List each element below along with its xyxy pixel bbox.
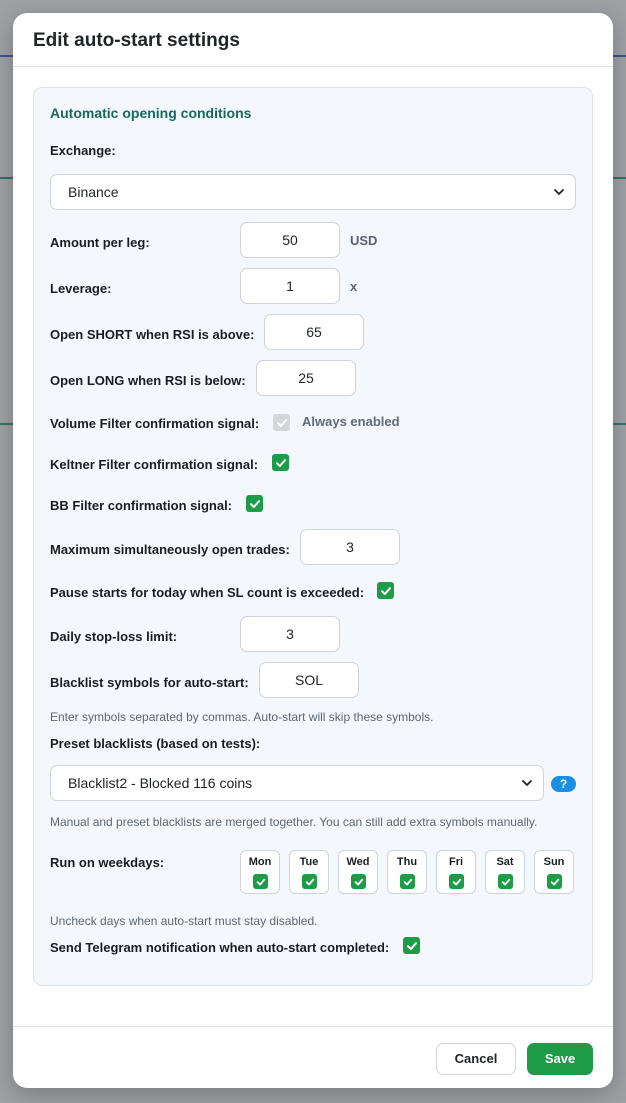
bb-filter-checkbox[interactable]: [246, 495, 263, 512]
open-long-label: Open LONG when RSI is below:: [50, 373, 246, 388]
check-icon: [354, 877, 364, 887]
save-button[interactable]: Save: [527, 1043, 593, 1075]
auto-start-settings-modal: [13, 13, 613, 1088]
telegram-notification-checkbox[interactable]: [403, 937, 420, 954]
weekday-label: Thu: [396, 856, 418, 868]
check-icon: [305, 877, 315, 887]
blacklist-label: Blacklist symbols for auto-start:: [50, 675, 249, 690]
weekday-mon-checkbox[interactable]: [253, 874, 268, 889]
blacklist-input[interactable]: SOL: [259, 662, 359, 698]
leverage-input[interactable]: 1: [240, 268, 340, 304]
leverage-label: Leverage:: [50, 281, 112, 296]
weekday-fri-checkbox[interactable]: [449, 874, 464, 889]
check-icon: [550, 877, 560, 887]
amount-per-leg-label: Amount per leg:: [50, 235, 150, 250]
exchange-label: Exchange:: [50, 143, 116, 158]
check-icon: [249, 498, 261, 510]
blacklist-help-text: Enter symbols separated by commas. Auto-start will skip these symbols.: [50, 710, 434, 724]
weekday-sun[interactable]: [534, 850, 574, 894]
weekday-tue[interactable]: [289, 850, 329, 894]
weekday-sun-checkbox[interactable]: [547, 874, 562, 889]
check-icon: [380, 585, 392, 597]
section-title: Automatic opening conditions: [50, 105, 252, 121]
pause-on-sl-label: Pause starts for today when SL count is exceeded:: [50, 585, 365, 600]
weekday-label: Fri: [448, 856, 464, 868]
weekday-sat-checkbox[interactable]: [498, 874, 513, 889]
weekday-thu[interactable]: [387, 850, 427, 894]
weekday-fri[interactable]: [436, 850, 476, 894]
telegram-notification-label: Send Telegram notification when auto-start completed:: [50, 940, 390, 955]
preset-blacklist-select[interactable]: [50, 765, 544, 801]
weekday-label: Mon: [248, 856, 272, 868]
leverage-unit: x: [350, 279, 358, 294]
check-icon: [403, 877, 413, 887]
check-icon: [501, 877, 511, 887]
weekday-label: Sun: [543, 856, 565, 868]
max-open-trades-label: Maximum simultaneously open trades:: [50, 542, 290, 557]
chevron-down-icon: [553, 186, 565, 198]
modal-title: Edit auto-start settings: [33, 30, 240, 51]
preset-blacklists-help-text: Manual and preset blacklists are merged together. You can still add extra symbols manually.: [50, 815, 538, 829]
check-icon: [256, 877, 266, 887]
check-icon: [452, 877, 462, 887]
check-icon: [406, 940, 418, 952]
weekday-sat[interactable]: [485, 850, 525, 894]
max-open-trades-input[interactable]: 3: [300, 529, 400, 565]
weekday-mon[interactable]: [240, 850, 280, 894]
exchange-value: Binance: [68, 184, 119, 200]
chevron-down-icon: [521, 777, 533, 789]
open-short-label: Open SHORT when RSI is above:: [50, 327, 255, 342]
keltner-filter-label: Keltner Filter confirmation signal:: [50, 457, 259, 472]
weekday-wed[interactable]: [338, 850, 378, 894]
weekday-thu-checkbox[interactable]: [400, 874, 415, 889]
weekdays-help-text: Uncheck days when auto-start must stay disabled.: [50, 914, 318, 928]
weekday-label: Tue: [299, 856, 319, 868]
weekday-label: Sat: [496, 856, 514, 868]
modal-footer: [13, 1026, 613, 1088]
preset-blacklists-label: Preset blacklists (based on tests):: [50, 736, 261, 751]
check-icon: [275, 457, 287, 469]
opening-conditions-panel: [33, 87, 593, 986]
weekday-label: Wed: [346, 856, 370, 868]
open-long-rsi-input[interactable]: 25: [256, 360, 356, 396]
help-badge-icon[interactable]: ?: [551, 776, 576, 792]
keltner-filter-checkbox[interactable]: [272, 454, 289, 471]
cancel-button[interactable]: Cancel: [436, 1043, 516, 1075]
weekday-wed-checkbox[interactable]: [351, 874, 366, 889]
bb-filter-label: BB Filter confirmation signal:: [50, 498, 233, 513]
daily-sl-limit-label: Daily stop-loss limit:: [50, 629, 178, 644]
volume-filter-label: Volume Filter confirmation signal:: [50, 416, 260, 431]
preset-blacklist-value: Blacklist2 - Blocked 116 coins: [68, 775, 253, 791]
daily-sl-limit-input[interactable]: 3: [240, 616, 340, 652]
amount-per-leg-input[interactable]: 50: [240, 222, 340, 258]
open-short-rsi-input[interactable]: 65: [264, 314, 364, 350]
weekday-tue-checkbox[interactable]: [302, 874, 317, 889]
volume-filter-note: Always enabled: [302, 414, 400, 429]
amount-unit: USD: [350, 233, 378, 248]
weekdays-label: Run on weekdays:: [50, 855, 165, 870]
volume-filter-checkbox[interactable]: [273, 414, 290, 431]
modal-header: [13, 13, 613, 67]
pause-on-sl-checkbox[interactable]: [377, 582, 394, 599]
check-icon: [276, 417, 288, 429]
exchange-select[interactable]: [50, 174, 576, 210]
